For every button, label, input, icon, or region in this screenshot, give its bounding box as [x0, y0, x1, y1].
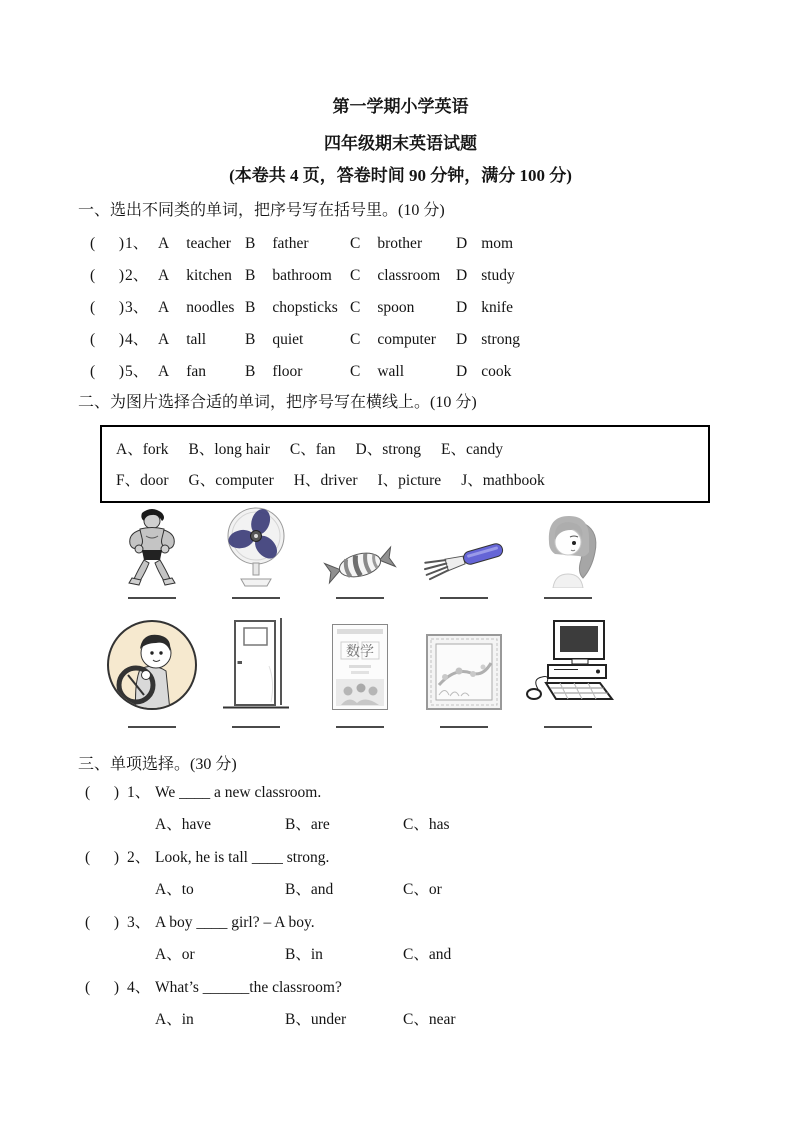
option-d: D knife [456, 299, 514, 316]
word-bank-item: H、driver [293, 472, 358, 489]
word-bank-box [100, 425, 710, 503]
section1-question-3 [90, 295, 723, 318]
answer-blank[interactable] [232, 597, 280, 599]
answer-bracket[interactable]: ( ) [90, 331, 124, 348]
section2-heading: 二、为图片选择合适的单词，把序号写在横线上。(10 分) [78, 394, 477, 411]
picture-cell [204, 508, 308, 599]
answer-blank[interactable] [544, 597, 592, 599]
fork-image [420, 508, 508, 588]
option-a: A、to [155, 881, 194, 898]
option-c: C、near [403, 1011, 456, 1028]
driver-image [106, 619, 198, 711]
question-text: A boy ____ girl? – A boy. [155, 914, 315, 931]
section3-question-1 [78, 780, 723, 836]
word-bank-item: B、long hair [188, 441, 270, 458]
option-a: A kitchen [158, 267, 232, 284]
word-bank-row-2 [116, 468, 708, 493]
strong-man-image [124, 508, 180, 588]
mathbook-title-text: 数学 [346, 645, 374, 660]
option-c: C classroom [350, 267, 441, 284]
question-text: Look, he is tall ____ strong. [155, 849, 330, 866]
exam-title-grade: 四年级期末英语试题 [324, 134, 477, 153]
picture-cell [412, 619, 516, 728]
picture-cell [308, 508, 412, 599]
question-number: 3、 [125, 299, 149, 316]
option-d: D strong [456, 331, 520, 348]
word-bank-row-1 [116, 437, 708, 462]
section1-question-2 [90, 263, 723, 286]
answer-blank[interactable] [440, 726, 488, 728]
option-a: A、have [155, 816, 211, 833]
answer-bracket[interactable]: ( ) [85, 914, 119, 931]
option-b: B、in [285, 946, 323, 963]
option-c: C、and [403, 946, 452, 963]
section1-heading: 一、选出不同类的单词，把序号写在括号里。(10 分) [78, 202, 445, 219]
option-a: A tall [158, 331, 207, 348]
word-bank-item: C、fan [289, 441, 336, 458]
computer-image [522, 619, 614, 711]
picture-row-2 [100, 619, 620, 728]
option-b: B father [245, 235, 309, 252]
section1-question-list [78, 231, 723, 382]
answer-bracket[interactable]: ( ) [85, 784, 119, 801]
answer-bracket[interactable]: ( ) [90, 299, 124, 316]
option-a: A、in [155, 1011, 194, 1028]
picture-cell [100, 508, 204, 599]
long-hair-girl-image [535, 508, 601, 588]
option-c: C spoon [350, 299, 415, 316]
option-b: B quiet [245, 331, 304, 348]
option-d: D cook [456, 363, 512, 380]
question-number: 4、 [125, 331, 149, 348]
section1-question-1 [90, 231, 723, 254]
option-c: C brother [350, 235, 423, 252]
question-text: We ____ a new classroom. [155, 784, 322, 801]
option-b: B、are [285, 816, 330, 833]
word-bank-item: D、strong [355, 441, 421, 458]
option-c: C wall [350, 363, 405, 380]
question-number: 4、 [127, 979, 151, 996]
word-bank-item: E、candy [441, 441, 503, 458]
answer-blank[interactable] [232, 726, 280, 728]
answer-bracket[interactable]: ( ) [90, 235, 124, 252]
section3-heading: 三、单项选择。(30 分) [78, 756, 237, 773]
option-c: C、has [403, 816, 450, 833]
option-d: D mom [456, 235, 514, 252]
section3-question-4 [78, 975, 723, 1031]
picture-cell [516, 508, 620, 599]
answer-blank[interactable] [128, 597, 176, 599]
question-number: 1、 [125, 235, 149, 252]
word-bank-item: A、fork [116, 441, 169, 458]
question-number: 5、 [125, 363, 149, 380]
option-b: B、and [285, 881, 334, 898]
math-book-image [331, 619, 389, 711]
section3-question-3 [78, 910, 723, 966]
answer-blank[interactable] [544, 726, 592, 728]
candy-image [318, 508, 402, 588]
option-b: B、under [285, 1011, 347, 1028]
picture-cell [412, 508, 516, 599]
word-bank-item: F、door [116, 472, 169, 489]
answer-bracket[interactable]: ( ) [85, 849, 119, 866]
picture-cell [204, 619, 308, 728]
word-bank-item: G、computer [188, 472, 274, 489]
exam-title-semester: 第一学期小学英语 [332, 97, 469, 116]
option-b: B floor [245, 363, 303, 380]
answer-blank[interactable] [336, 597, 384, 599]
question-number: 2、 [127, 849, 151, 866]
answer-bracket[interactable]: ( ) [90, 267, 124, 284]
question-number: 2、 [125, 267, 149, 284]
answer-blank[interactable] [336, 726, 384, 728]
picture-row-1 [100, 508, 620, 599]
option-a: A teacher [158, 235, 231, 252]
exam-header [78, 96, 723, 187]
option-b: B chopsticks [245, 299, 338, 316]
picture-cell [516, 619, 620, 728]
answer-bracket[interactable]: ( ) [90, 363, 124, 380]
section3-question-2 [78, 845, 723, 901]
option-c: C、or [403, 881, 442, 898]
exam-info-line: (本卷共 4 页，答卷时间 90 分钟，满分 100 分) [229, 166, 572, 185]
answer-blank[interactable] [440, 597, 488, 599]
section1-question-4 [90, 327, 723, 350]
section3-question-list [78, 780, 723, 1031]
option-d: D study [456, 267, 515, 284]
word-bank-item: I、picture [377, 472, 442, 489]
answer-blank[interactable] [128, 726, 176, 728]
section1-question-5 [90, 359, 723, 382]
option-a: A fan [158, 363, 206, 380]
picture-cell [100, 619, 204, 728]
electric-fan-image [223, 508, 289, 588]
option-a: A noodles [158, 299, 235, 316]
door-image [219, 619, 293, 711]
answer-bracket[interactable]: ( ) [85, 979, 119, 996]
picture-cell [308, 619, 412, 728]
question-number: 1、 [127, 784, 151, 801]
word-bank-item: J、mathbook [461, 472, 545, 489]
picture-frame-image [425, 619, 503, 711]
question-text: What’s ______the classroom? [155, 979, 342, 996]
option-a: A、or [155, 946, 195, 963]
option-c: C computer [350, 331, 436, 348]
question-number: 3、 [127, 914, 151, 931]
option-b: B bathroom [245, 267, 332, 284]
